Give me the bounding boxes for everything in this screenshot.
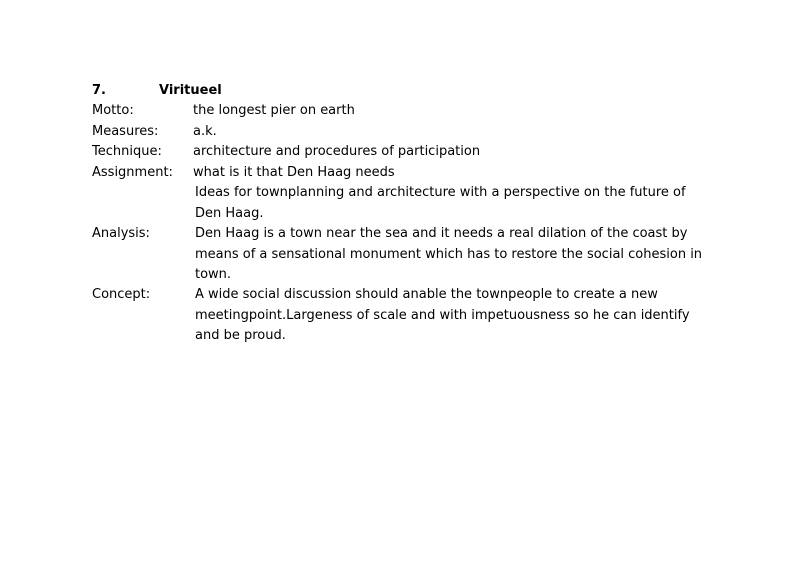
measures-value: a.k. bbox=[193, 123, 217, 139]
technique-value: architecture and procedures of participation bbox=[193, 144, 481, 159]
section-number: 7. bbox=[92, 83, 106, 98]
analysis-value: Den Haag is a town near the sea and it needs a real dilation of the coast by means of a sensational monument which has to restore the social cohesion in town. bbox=[195, 226, 703, 282]
concept-label: Concept: bbox=[92, 287, 151, 302]
assignment-label: Assignment: bbox=[92, 164, 173, 180]
analysis-label: Analysis: bbox=[92, 226, 150, 241]
technique-label: Technique: bbox=[92, 144, 162, 159]
section-heading bbox=[92, 82, 222, 100]
section-title: Viritueel bbox=[159, 83, 222, 98]
assignment-detail: Ideas for townplanning and architecture with a perspective on the future of Den Haag. bbox=[195, 185, 686, 221]
concept-value: A wide social discussion should anable the townpeople to create a new meetingpoint.Largeness of scale and with impetuousness so he can identify and be proud. bbox=[195, 287, 690, 343]
motto-label: Motto: bbox=[92, 103, 134, 118]
measures-label: Measures: bbox=[92, 123, 159, 139]
motto-value: the longest pier on earth bbox=[193, 103, 355, 118]
assignment-value: what is it that Den Haag needs bbox=[193, 164, 395, 180]
